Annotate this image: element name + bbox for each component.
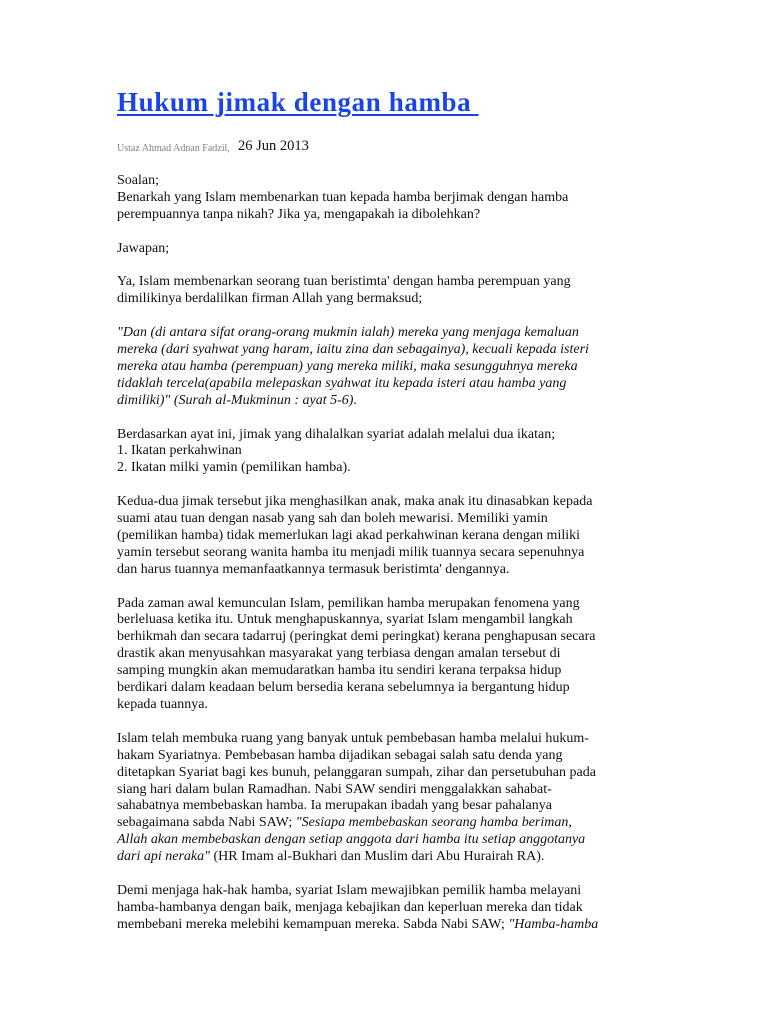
article-body [117,173,657,934]
quote-line: dimiliki)" (Surah al-Mukminun : ayat 5-6). [117,392,357,408]
paragraph-3 [117,494,657,579]
text-line: kepada tuannya. [117,697,208,712]
article-title-link[interactable]: Hukum jimak dengan hamba [117,87,479,117]
text-line: berdikari dalam keadaan belum bersedia kerana sebelumnya ia bergantung hidup [117,680,570,696]
text-line: dan harus tuannya memanfaatkannya termasuk beristimta' dengannya. [117,561,510,577]
text-line: dimilikinya berdalilkan firman Allah yang bermaksud; [117,291,423,307]
text-line [117,849,657,866]
text-line: yamin tersebut seorang wanita hamba itu menjadi milik tuannya secara sepenuhnya [117,544,585,560]
text-line: ditetapkan Syariat bagi kes bunuh, pelanggaran sumpah, zihar dan persetubuhan pada [117,764,596,780]
text-line: hamba-hambanya dengan baik, menjaga kebajikan dan keperluan mereka dan tidak [117,899,583,915]
hadith-quote: dari api neraka" [117,849,210,865]
paragraph-4 [117,596,657,714]
text-line: sahabatnya membebaskan hamba. Ia merupakan ibadah yang besar pahalanya [117,798,552,814]
jawapan-heading: Jawapan; [117,240,170,256]
quote-line: mereka atau hamba (perempuan) yang mereka miliki, maka sesungguhnya mereka [117,358,578,374]
text-line: Ya, Islam membenarkan seorang tuan beristimta' dengan hamba perempuan yang [117,274,571,290]
article-meta [117,138,717,160]
text-line: Berdasarkan ayat ini, jimak yang dihalalkan syariat adalah melalui dua ikatan; [117,426,556,442]
text-line [117,815,657,832]
text-line: berhikmah dan secara tadarruj (peringkat demi peringkat) kerana penghapusan secara [117,629,596,645]
text-line: (pemilikan hamba) tidak memerlukan lagi akad perkahwinan kerana dengan miliki [117,527,580,543]
list-item: 1. Ikatan perkahwinan [117,443,242,459]
quote-line: mereka (dari syahwat yang haram, iaitu zina dan sebagainya), kecuali kepada isteri [117,342,589,358]
text-line: perempuannya tanpa nikah? Jika ya, mengapakah ia dibolehkan? [117,206,481,222]
text-run: membebani mereka melebihi kemampuan mereka. Sabda Nabi SAW; [117,916,509,932]
publish-date: 26 Jun 2013 [238,138,309,154]
text-line: siang hari dalam bulan Ramadhan. Nabi SAW sendiri menggalakkan sahabat- [117,781,552,797]
text-line: Islam telah membuka ruang yang banyak untuk pembebasan hamba melalui hukum- [117,730,589,746]
text-line: Demi menjaga hak-hak hamba, syariat Islam mewajibkan pemilik hamba melayani [117,882,582,898]
hadith-quote: "Sesiapa membebaskan seorang hamba beriman, [295,815,572,831]
text-line: samping mungkin akan memudaratkan hamba itu sendiri kerana terpaksa hidup [117,663,562,679]
text-line: Benarkah yang Islam membenarkan tuan kepada hamba berjimak dengan hamba [117,189,569,205]
paragraph-5 [117,731,657,866]
quote-line: "Dan (di antara sifat orang-orang mukmin ialah) mereka yang menjaga kemaluan [117,325,579,341]
paragraph-2 [117,427,657,478]
paragraph-6 [117,883,657,934]
text-run: sebagaimana sabda Nabi SAW; [117,815,296,831]
quran-quote [117,325,657,410]
hadith-quote: Allah akan membebaskan dengan setiap anggota dari hamba itu setiap anggotanya [117,832,586,848]
soalan-heading: Soalan; [117,173,159,188]
text-line: hakam Syariatnya. Pembebasan hamba dijadikan sebagai salah satu denda yang [117,747,563,763]
soalan-paragraph [117,190,657,224]
text-line: suami atau tuan dengan nasab yang sah dan boleh mewarisi. Memiliki yamin [117,511,548,527]
text-line: Kedua-dua jimak tersebut jika menghasilkan anak, maka anak itu dinasabkan kepada [117,494,593,510]
text-line: Pada zaman awal kemunculan Islam, pemilikan hamba merupakan fenomena yang [117,595,580,611]
paragraph-1 [117,274,657,308]
list-item: 2. Ikatan milki yamin (pemilikan hamba). [117,460,351,476]
author-name: Ustaz Ahmad Adnan Fadzil, [117,143,230,154]
hadith-source: (HR Imam al-Bukhari dan Muslim dari Abu Hurairah RA). [209,849,545,865]
quote-line: tidaklah tercela(apabila melepaskan syahwat itu kepada isteri atau hamba yang [117,375,567,391]
text-line: berleluasa ketika itu. Untuk menghapuskannya, syariat Islam mengambil langkah [117,612,573,628]
text-line [117,917,657,934]
text-line: drastik akan menyusahkan masyarakat yang terbiasa dengan amalan tersebut di [117,646,561,662]
hadith-quote: "Hamba-hamba [508,916,599,932]
